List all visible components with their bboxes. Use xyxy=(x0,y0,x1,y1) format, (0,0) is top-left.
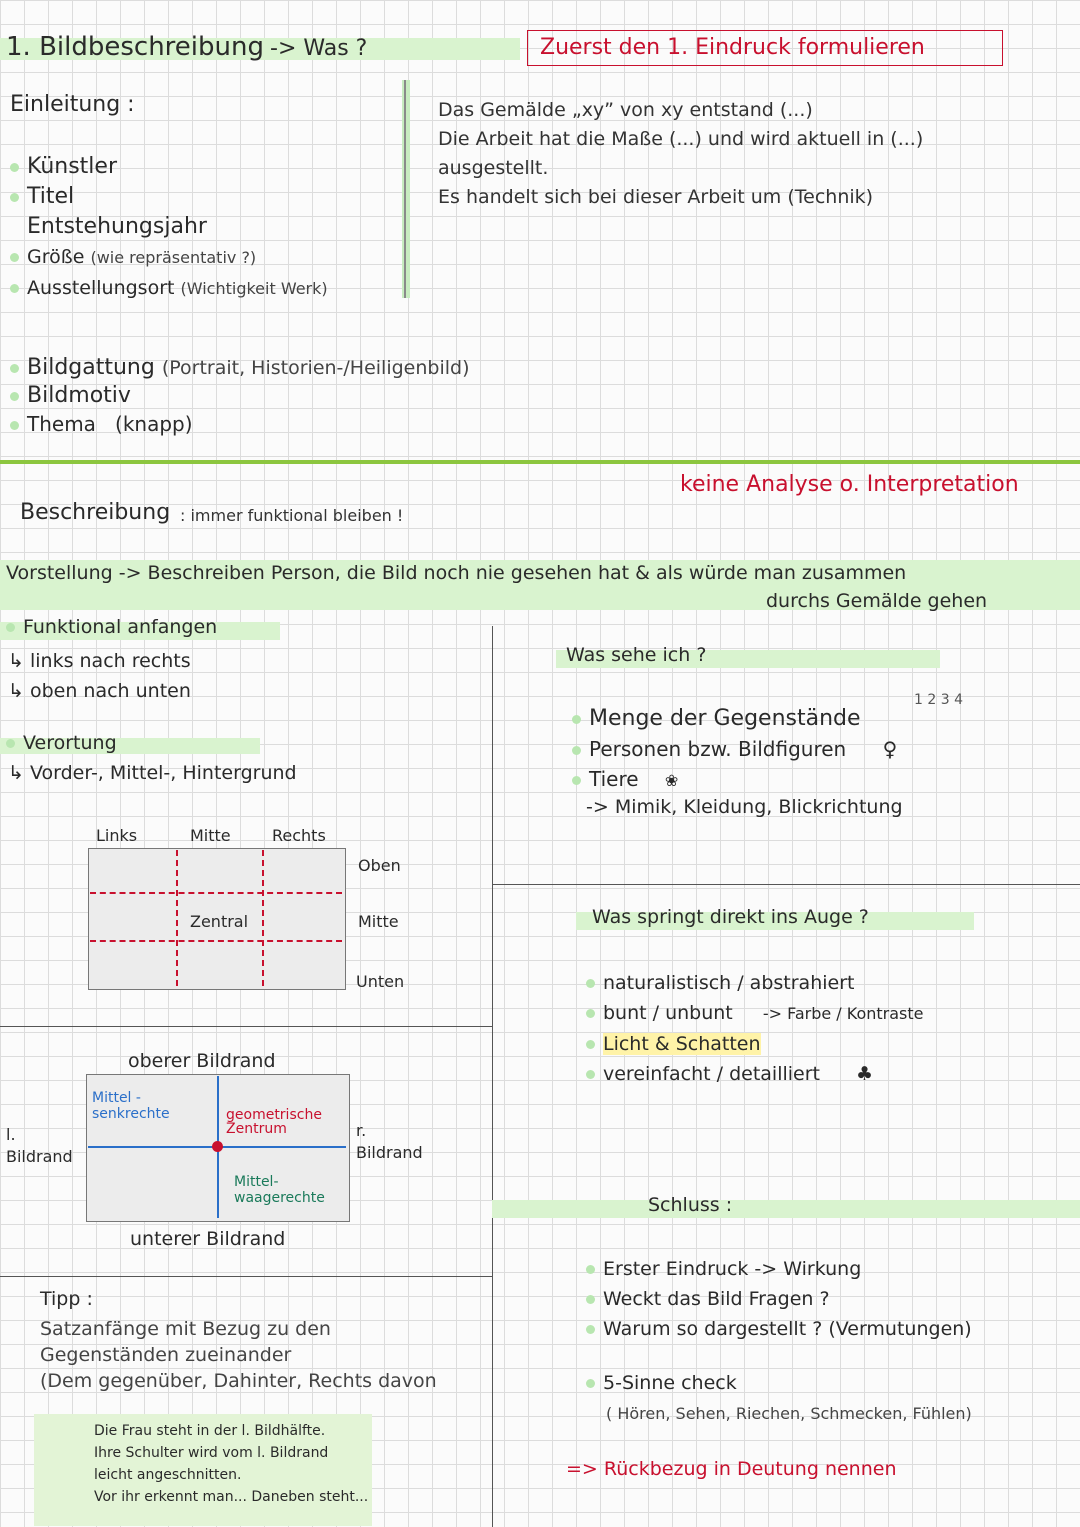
divider-left-2 xyxy=(0,1276,492,1277)
animal-icon: ❀ xyxy=(664,771,679,790)
bracket-line xyxy=(404,80,406,298)
sinne-detail: ( Hören, Sehen, Riechen, Schmecken, Fühlen) xyxy=(606,1404,972,1423)
beschreibung-label: Beschreibung xyxy=(20,500,171,525)
tipp-text: Satzanfänge mit Bezug zu den Gegenständen zueinander (Dem gegenüber, Dahinter, Rechts davon xyxy=(40,1318,437,1392)
list-item: Ausstellungsort (Wichtigkeit Werk) xyxy=(10,273,328,304)
frame-horizontal-label: Mittel- waagerechte xyxy=(234,1174,325,1206)
was-springt-label: Was springt direkt ins Auge ? xyxy=(592,906,869,928)
list-item: Thema (knapp) xyxy=(10,410,470,438)
einleitung-sentences: Das Gemälde „xy” von xy entstand (...) Die Arbeit hat die Maße (...) und wird aktuell in (...) ausgestellt. Es handelt sich bei dieser Arbeit um (Technik) xyxy=(438,99,924,208)
divider-left-1 xyxy=(0,1026,492,1027)
divider-right-1 xyxy=(492,884,1080,885)
rueckbezug-note: => Rückbezug in Deutung nennen xyxy=(566,1458,897,1480)
funktional-list xyxy=(8,646,191,706)
grid-col-mitte: Mitte xyxy=(190,826,231,845)
frame-center-label: geometrische Zentrum xyxy=(226,1107,322,1137)
was-sehe-arrow: -> Mimik, Kleidung, Blickrichtung xyxy=(586,796,903,818)
list-item: bunt / unbunt -> Farbe / Kontraste xyxy=(586,998,924,1029)
list-item: naturalistisch / abstrahiert xyxy=(586,968,924,998)
verortung-item: ↳ Vorder-, Mittel-, Hintergrund xyxy=(8,762,297,784)
grid-dash-h1 xyxy=(90,892,342,894)
beschreibung-note: : immer funktional bleiben ! xyxy=(180,506,404,525)
schluss-list xyxy=(586,1254,972,1344)
list-item: Licht & Schatten xyxy=(586,1029,924,1059)
list-item: ↳ oben nach unten xyxy=(8,680,191,702)
schluss-highlight xyxy=(492,1200,1080,1218)
vorstellung-line-2: durchs Gemälde gehen xyxy=(766,590,988,612)
tipp-example: Die Frau steht in der l. Bildhälfte. Ihre Schulter wird vom l. Bildrand leicht angeschnitten. Vor ihr erkennt man... Daneben steht... xyxy=(34,1414,372,1526)
frame-bottom-label: unterer Bildrand xyxy=(130,1228,286,1250)
tree-icon: ♣ xyxy=(856,1063,874,1085)
vorstellung-line-1: Vorstellung -> Beschreiben Person, die Bild noch nie gesehen hat & als würde man zusammen xyxy=(6,562,907,584)
grid-row-mitte: Mitte xyxy=(358,912,399,931)
list-item: Größe (wie repräsentativ ?) xyxy=(10,242,328,273)
list-item: Erster Eindruck -> Wirkung xyxy=(586,1254,972,1284)
frame-center-dot xyxy=(212,1141,223,1152)
list-item: Bildgattung (Portrait, Historien-/Heiligenbild) xyxy=(10,354,470,382)
grid-row-unten: Unten xyxy=(356,972,405,991)
grid-row-oben: Oben xyxy=(358,856,401,875)
list-item: Künstler xyxy=(10,152,328,182)
list-item: ↳ links nach rechts xyxy=(8,650,191,672)
list-item: Warum so dargestellt ? (Vermutungen) xyxy=(586,1314,972,1344)
funktional-label: Funktional anfangen xyxy=(6,616,217,638)
grid-col-links: Links xyxy=(96,826,138,845)
list-item: Titel xyxy=(10,182,328,212)
first-impression-box: Zuerst den 1. Eindruck formulieren xyxy=(527,30,1003,66)
page-title: 1. Bildbeschreibung xyxy=(6,32,264,62)
title-arrow-note: -> Was ? xyxy=(270,36,368,61)
count-note: 1 2 3 4 xyxy=(914,692,963,708)
frame-top-label: oberer Bildrand xyxy=(128,1050,276,1072)
schluss-label: Schluss : xyxy=(648,1194,733,1216)
was-springt-list xyxy=(586,968,924,1089)
list-item: Tiere ❀ xyxy=(572,764,897,796)
frame-left-label: l. Bildrand xyxy=(6,1125,73,1166)
person-icon: ♀ xyxy=(882,737,898,761)
grid-dash-h2 xyxy=(90,940,342,942)
frame-right-label: r. Bildrand xyxy=(356,1121,423,1162)
column-divider xyxy=(492,626,493,1527)
was-sehe-label: Was sehe ich ? xyxy=(566,644,707,666)
verortung-label: Verortung xyxy=(6,732,117,754)
list-item: vereinfacht / detailliert ♣ xyxy=(586,1059,924,1089)
no-analysis-note: keine Analyse o. Interpretation xyxy=(680,472,1019,497)
grid-dash-v2 xyxy=(262,850,264,986)
section-divider xyxy=(0,460,1080,464)
grid-dash-v1 xyxy=(176,850,178,986)
einleitung-label: Einleitung : xyxy=(10,92,135,117)
list-item: Menge der Gegenstände xyxy=(572,704,897,734)
einleitung-list-2 xyxy=(10,354,470,438)
tipp-label: Tipp : xyxy=(40,1288,93,1310)
was-sehe-list xyxy=(572,704,897,796)
einleitung-list xyxy=(10,152,328,304)
list-item: Weckt das Bild Fragen ? xyxy=(586,1284,972,1314)
list-item: Bildmotiv xyxy=(10,382,470,410)
list-item: Personen bzw. Bildfiguren ♀ xyxy=(572,734,897,764)
grid-center-label: Zentral xyxy=(190,912,249,931)
list-item: Entstehungsjahr xyxy=(27,214,207,239)
sinne-check: 5-Sinne check xyxy=(586,1372,737,1394)
frame-vertical-label: Mittel - senkrechte xyxy=(92,1090,170,1122)
grid-col-rechts: Rechts xyxy=(272,826,326,845)
